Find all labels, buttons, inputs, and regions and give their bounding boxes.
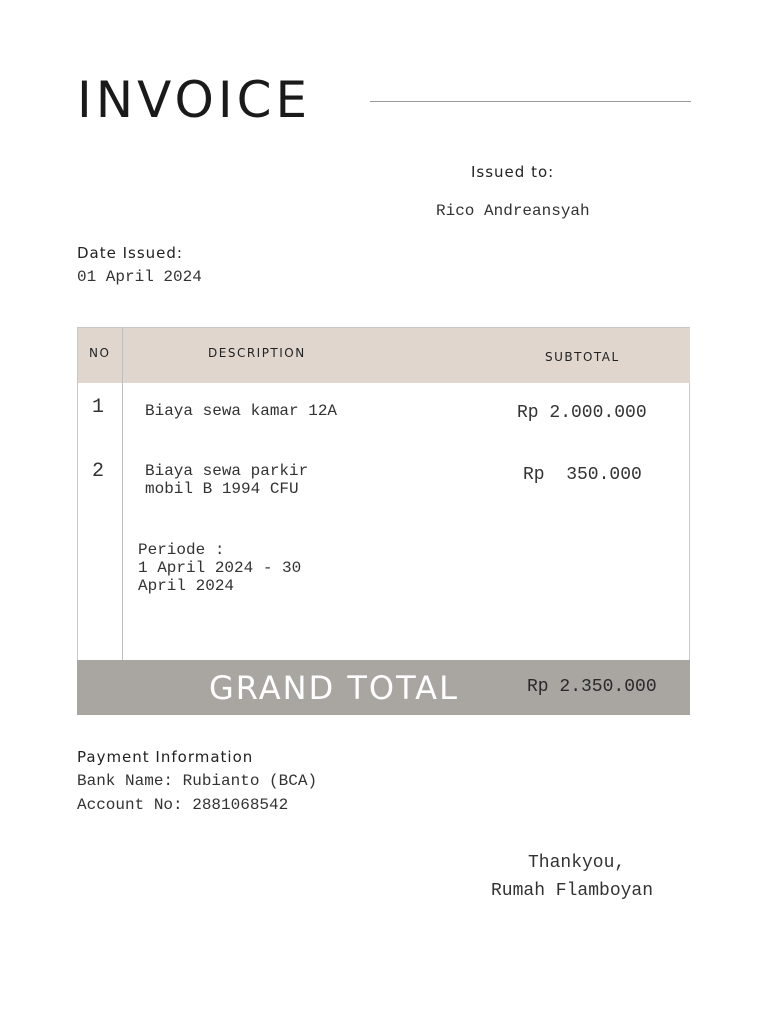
period-range: April 2024 xyxy=(138,577,235,595)
header-no: NO xyxy=(89,346,111,360)
account-number: Account No: 2881068542 xyxy=(77,796,289,814)
row-subtotal: Rp 2.000.000 xyxy=(517,403,647,423)
header-subtotal: SUBTOTAL xyxy=(545,350,620,364)
issued-to-label: Issued to: xyxy=(471,163,555,181)
row-description: Biaya sewa kamar 12A xyxy=(145,402,338,420)
invoice-table xyxy=(77,327,690,715)
recipient-name: Rico Andreansyah xyxy=(436,202,590,220)
thanks-text: Thankyou, xyxy=(528,853,626,873)
bank-name: Bank Name: Rubianto (BCA) xyxy=(77,772,318,790)
invoice-title: INVOICE xyxy=(77,71,312,129)
row-description: Biaya sewa parkir xyxy=(145,462,309,480)
grand-total-label: GRAND TOTAL xyxy=(209,669,459,707)
period-range: 1 April 2024 - 30 xyxy=(138,559,302,577)
period-label: Periode : xyxy=(138,541,225,559)
column-divider xyxy=(122,328,123,660)
payment-info-label: Payment Information xyxy=(77,748,254,766)
grand-total-amount: Rp 2.350.000 xyxy=(527,677,657,697)
header-description: DESCRIPTION xyxy=(208,346,306,360)
row-subtotal: Rp 350.000 xyxy=(523,465,642,485)
title-divider xyxy=(370,101,691,102)
row-number: 2 xyxy=(92,460,105,483)
row-number: 1 xyxy=(92,396,105,419)
date-issued-value: 01 April 2024 xyxy=(77,268,202,286)
signer-name: Rumah Flamboyan xyxy=(491,881,654,901)
date-issued-label: Date Issued: xyxy=(77,244,183,262)
row-description: mobil B 1994 CFU xyxy=(145,480,299,498)
